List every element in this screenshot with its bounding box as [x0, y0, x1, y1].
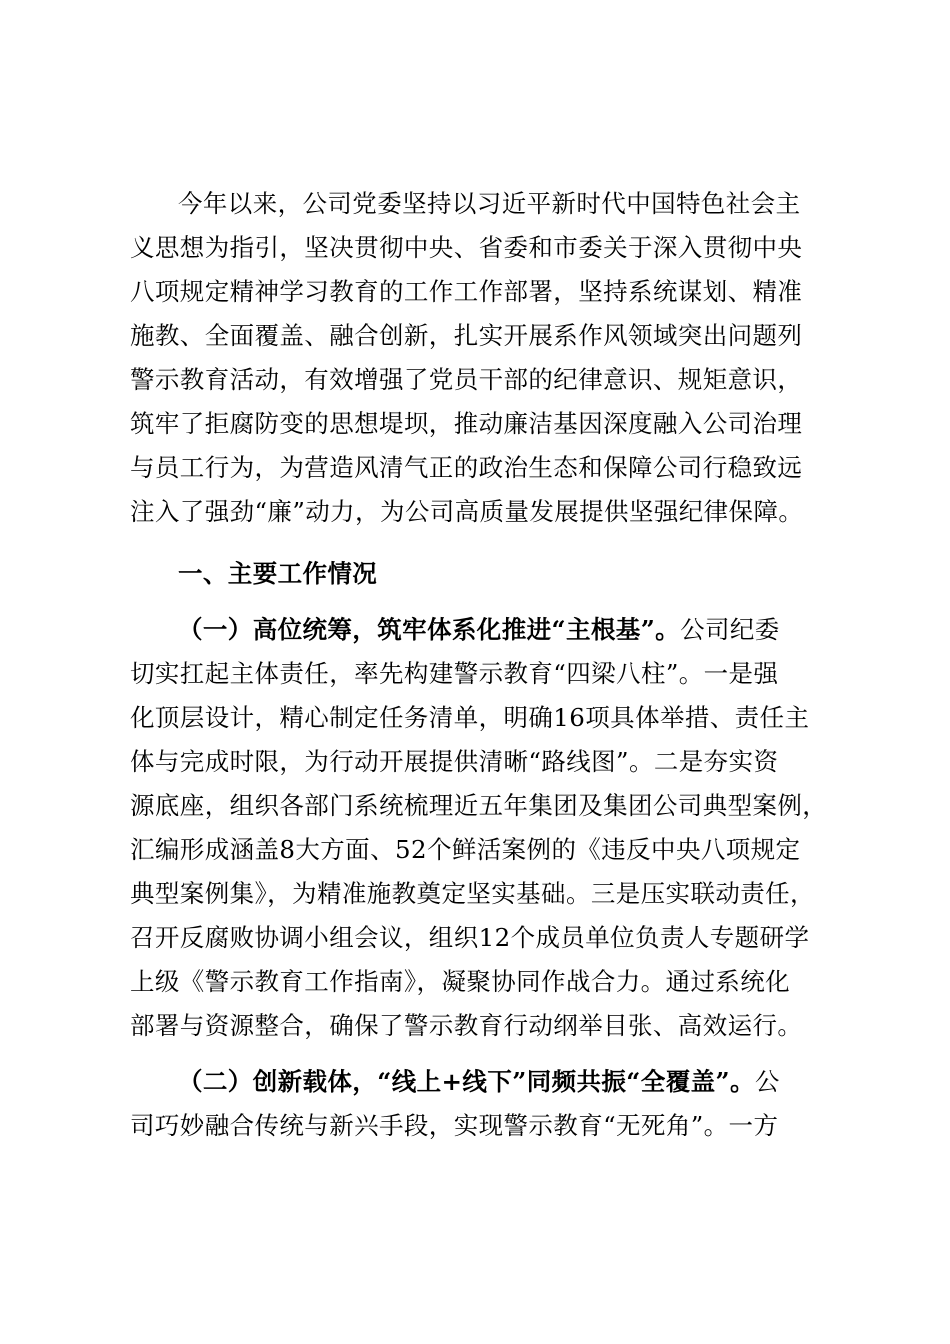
text-fragment: 公司纪委 [680, 615, 780, 644]
text-line: 筑牢了拒腐防变的思想堤坝，推动廉洁基因深度融入公司治理 [130, 409, 803, 438]
subsection-title: （一）高位统筹，筑牢体系化推进“主根基”。 [178, 615, 681, 644]
section-heading: 一、主要工作情况 [178, 559, 378, 588]
text-line: 汇编形成涵盖8大方面、52个鲜活案例的《违反中央八项规定 [130, 835, 801, 864]
text-line: 切实扛起主体责任，率先构建警示教育“四梁八柱”。一是强 [130, 659, 779, 688]
text-line: 司巧妙融合传统与新兴手段，实现警示教育“无死角”。一方 [130, 1111, 779, 1140]
subsection-title: （二）创新载体，“线上+线下”同频共振“全覆盖”。 [178, 1067, 755, 1096]
text-line: 与员工行为，为营造风清气正的政治生态和保障公司行稳致远 [130, 453, 803, 482]
text-line: 召开反腐败协调小组会议，组织12个成员单位负责人专题研学 [130, 923, 810, 952]
text-line: 部署与资源整合，确保了警示教育行动纲举目张、高效运行。 [130, 1011, 803, 1040]
text-line: 八项规定精神学习教育的工作工作部署，坚持系统谋划、精准 [130, 277, 803, 306]
text-fragment: 公 [754, 1067, 780, 1096]
text-line: 注入了强劲“廉”动力，为公司高质量发展提供坚强纪律保障。 [130, 497, 804, 526]
subsection-first-line [130, 1060, 830, 1104]
text-line: 今年以来，公司党委坚持以习近平新时代中国特色社会主 [178, 189, 801, 218]
text-line: 典型案例集》，为精准施教奠定坚实基础。三是压实联动责任， [130, 879, 815, 908]
text-line: 警示教育活动，有效增强了党员干部的纪律意识、规矩意识， [130, 365, 803, 394]
document-body [130, 182, 830, 1148]
text-line: 义思想为指引，坚决贯彻中央、省委和市委关于深入贯彻中央 [130, 233, 803, 262]
text-line: 上级《警示教育工作指南》，凝聚协同作战合力。通过系统化 [130, 967, 791, 996]
text-line: 体与完成时限，为行动开展提供清晰“路线图”。二是夯实资 [130, 747, 779, 776]
subsection-first-line [130, 608, 830, 652]
text-line: 施教、全面覆盖、融合创新，扎实开展系作风领域突出问题列 [130, 321, 803, 350]
text-line: 源底座，组织各部门系统梳理近五年集团及集团公司典型案例， [130, 791, 828, 820]
text-line: 化顶层设计，精心制定任务清单，明确16项具体举措、责任主 [130, 703, 810, 732]
